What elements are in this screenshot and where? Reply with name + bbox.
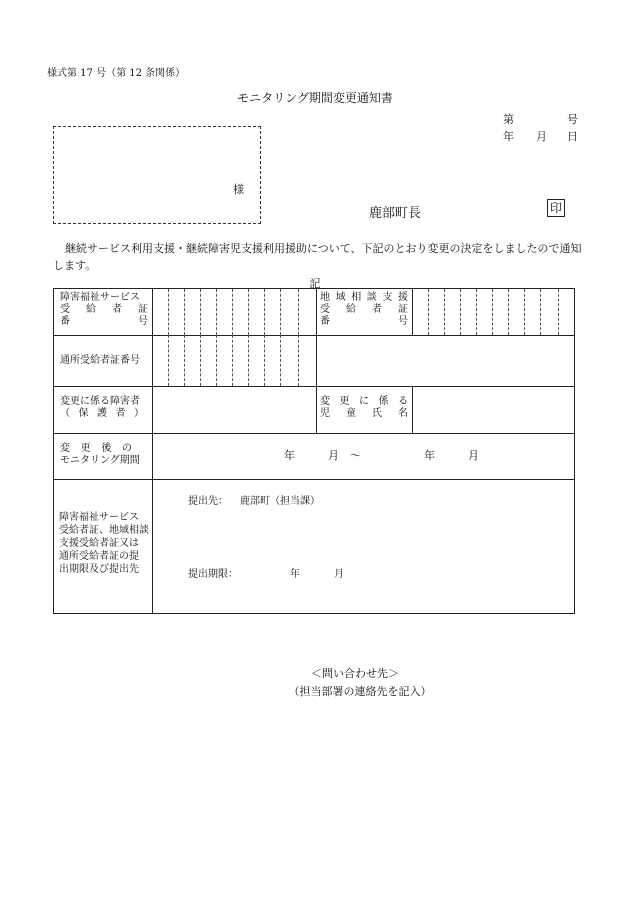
- label-char: 域: [335, 292, 346, 303]
- digit-separator: [216, 335, 217, 386]
- date-hi: 日: [567, 130, 578, 143]
- label-line: [320, 316, 408, 328]
- label-char: 地: [320, 292, 330, 303]
- digit-separator: [184, 335, 185, 386]
- label-char: 号: [398, 316, 408, 327]
- cell-divider: [316, 386, 317, 433]
- date-tsuki: 月: [536, 130, 547, 143]
- period-end-year: 年: [424, 449, 435, 462]
- label-char: 受: [320, 304, 330, 315]
- ref-dai: 第: [503, 113, 514, 126]
- label-char: 変: [60, 443, 70, 454]
- digit-separator: [264, 335, 265, 386]
- form-code: 様式第 17 号（第 12 条関係）: [47, 68, 186, 79]
- digit-separator: [168, 335, 169, 386]
- row3-left-label: [60, 396, 144, 420]
- row3-right-label: [320, 396, 408, 420]
- submit-to-label: 提出先：: [188, 496, 228, 507]
- label-char: 者: [115, 408, 126, 419]
- label-char: 証: [398, 304, 408, 315]
- label-line: [320, 408, 408, 420]
- label-char: 更: [339, 396, 350, 407]
- cell-divider: [316, 289, 317, 386]
- label-line: 支援受給者証又は: [59, 538, 139, 549]
- digit-separator: [298, 335, 299, 386]
- digit-separator: [428, 289, 429, 335]
- period-end-month: 月: [468, 449, 479, 462]
- label-char: 番: [320, 316, 330, 327]
- label-char: の: [121, 443, 132, 454]
- label-char: 証: [138, 304, 148, 315]
- label-char: 護: [97, 408, 107, 419]
- row5-label: [59, 511, 149, 576]
- row-divider: [54, 433, 574, 434]
- contact-title: ＜問い合わせ先＞: [311, 667, 399, 680]
- period-start-month: 月: [328, 449, 339, 462]
- digit-separator: [558, 289, 559, 335]
- digit-separator: [248, 335, 249, 386]
- label-line: 変更に係る障害者: [60, 396, 140, 407]
- issuer-name: 鹿部町長: [369, 206, 422, 221]
- label-column-divider: [152, 289, 153, 614]
- label-char: 更: [80, 443, 91, 454]
- label-line: [320, 396, 408, 408]
- seal-mark: 印: [547, 199, 565, 217]
- label-line: モニタリング期間: [60, 455, 140, 466]
- label-char: 給: [86, 304, 96, 315]
- label-line: [320, 304, 408, 316]
- digit-separator: [460, 289, 461, 335]
- digit-separator: [232, 289, 233, 335]
- row-divider: [54, 335, 574, 336]
- label-char: 援: [397, 292, 408, 303]
- label-char: 者: [372, 304, 382, 315]
- digit-separator: [476, 289, 477, 335]
- label-line: 通所受給者証の提: [59, 551, 139, 562]
- row-divider: [54, 386, 574, 387]
- digit-separator: [444, 289, 445, 335]
- label-char: 児: [320, 408, 330, 419]
- cell-divider: [412, 289, 413, 335]
- row-divider: [54, 479, 574, 480]
- row1-left-label: [60, 292, 148, 328]
- label-line: [60, 443, 132, 455]
- period-tilde: ～: [350, 449, 361, 462]
- row2-label: 通所受給者証番号: [60, 355, 140, 366]
- deadline-month: 月: [334, 569, 344, 580]
- label-char: 童: [346, 408, 356, 419]
- addressee-box: [53, 126, 261, 224]
- date-nen: 年: [503, 130, 514, 143]
- document-title: モニタリング期間変更通知書: [237, 91, 393, 105]
- digit-separator: [232, 335, 233, 386]
- digit-separator: [298, 289, 299, 335]
- label-char: 後: [101, 443, 112, 454]
- label-char: 給: [346, 304, 356, 315]
- label-char: 談: [366, 292, 377, 303]
- label-char: 者: [112, 304, 122, 315]
- addressee-suffix: 様: [233, 183, 244, 196]
- label-char: 保: [78, 408, 89, 419]
- submit-to-value: 鹿部町（担当課）: [240, 496, 320, 507]
- label-line: 障害福祉サービス: [60, 292, 140, 303]
- row1-right-label: [320, 292, 408, 328]
- label-char: 号: [138, 316, 148, 327]
- row4-label: [60, 443, 148, 467]
- label-line: 出期限及び提出先: [59, 564, 139, 575]
- digit-separator: [492, 289, 493, 335]
- deadline-label: 提出期限：: [188, 569, 238, 580]
- digit-separator: [248, 289, 249, 335]
- label-char: 係: [378, 396, 389, 407]
- label-char: 支: [382, 292, 393, 303]
- label-line: [320, 292, 408, 304]
- label-char: 相: [351, 292, 362, 303]
- ref-go: 号: [567, 113, 578, 126]
- digit-separator: [200, 335, 201, 386]
- cell-divider: [412, 386, 413, 433]
- label-char: 氏: [372, 408, 382, 419]
- digit-separator: [184, 289, 185, 335]
- notice-table: [53, 288, 575, 614]
- digit-separator: [200, 289, 201, 335]
- digit-separator: [264, 289, 265, 335]
- label-char: （: [60, 408, 70, 419]
- label-char: 名: [398, 408, 408, 419]
- digit-separator: [508, 289, 509, 335]
- digit-separator: [216, 289, 217, 335]
- notice-text: 継続サービス利用支援・継続障害児支援利用援助について、下記のとおり変更の決定をしましたので通知します。: [53, 242, 582, 272]
- label-line: 受給者証、地域相談: [59, 525, 149, 536]
- label-line: [60, 316, 148, 328]
- period-start-year: 年: [284, 449, 295, 462]
- label-char: る: [398, 396, 408, 407]
- label-char: 番: [60, 316, 70, 327]
- digit-separator: [168, 289, 169, 335]
- label-char: に: [359, 396, 369, 407]
- digit-separator: [540, 289, 541, 335]
- ki-heading: 記: [309, 277, 321, 290]
- label-char: 変: [320, 396, 330, 407]
- label-char: 受: [60, 304, 70, 315]
- deadline-year: 年: [290, 569, 300, 580]
- digit-separator: [524, 289, 525, 335]
- label-line: [60, 304, 148, 316]
- label-line: 障害福祉サービス: [59, 512, 139, 523]
- contact-note: （担当部署の連絡先を記入）: [288, 685, 432, 698]
- label-line: [60, 408, 144, 420]
- digit-separator: [280, 289, 281, 335]
- digit-separator: [280, 335, 281, 386]
- label-char: ）: [134, 408, 144, 419]
